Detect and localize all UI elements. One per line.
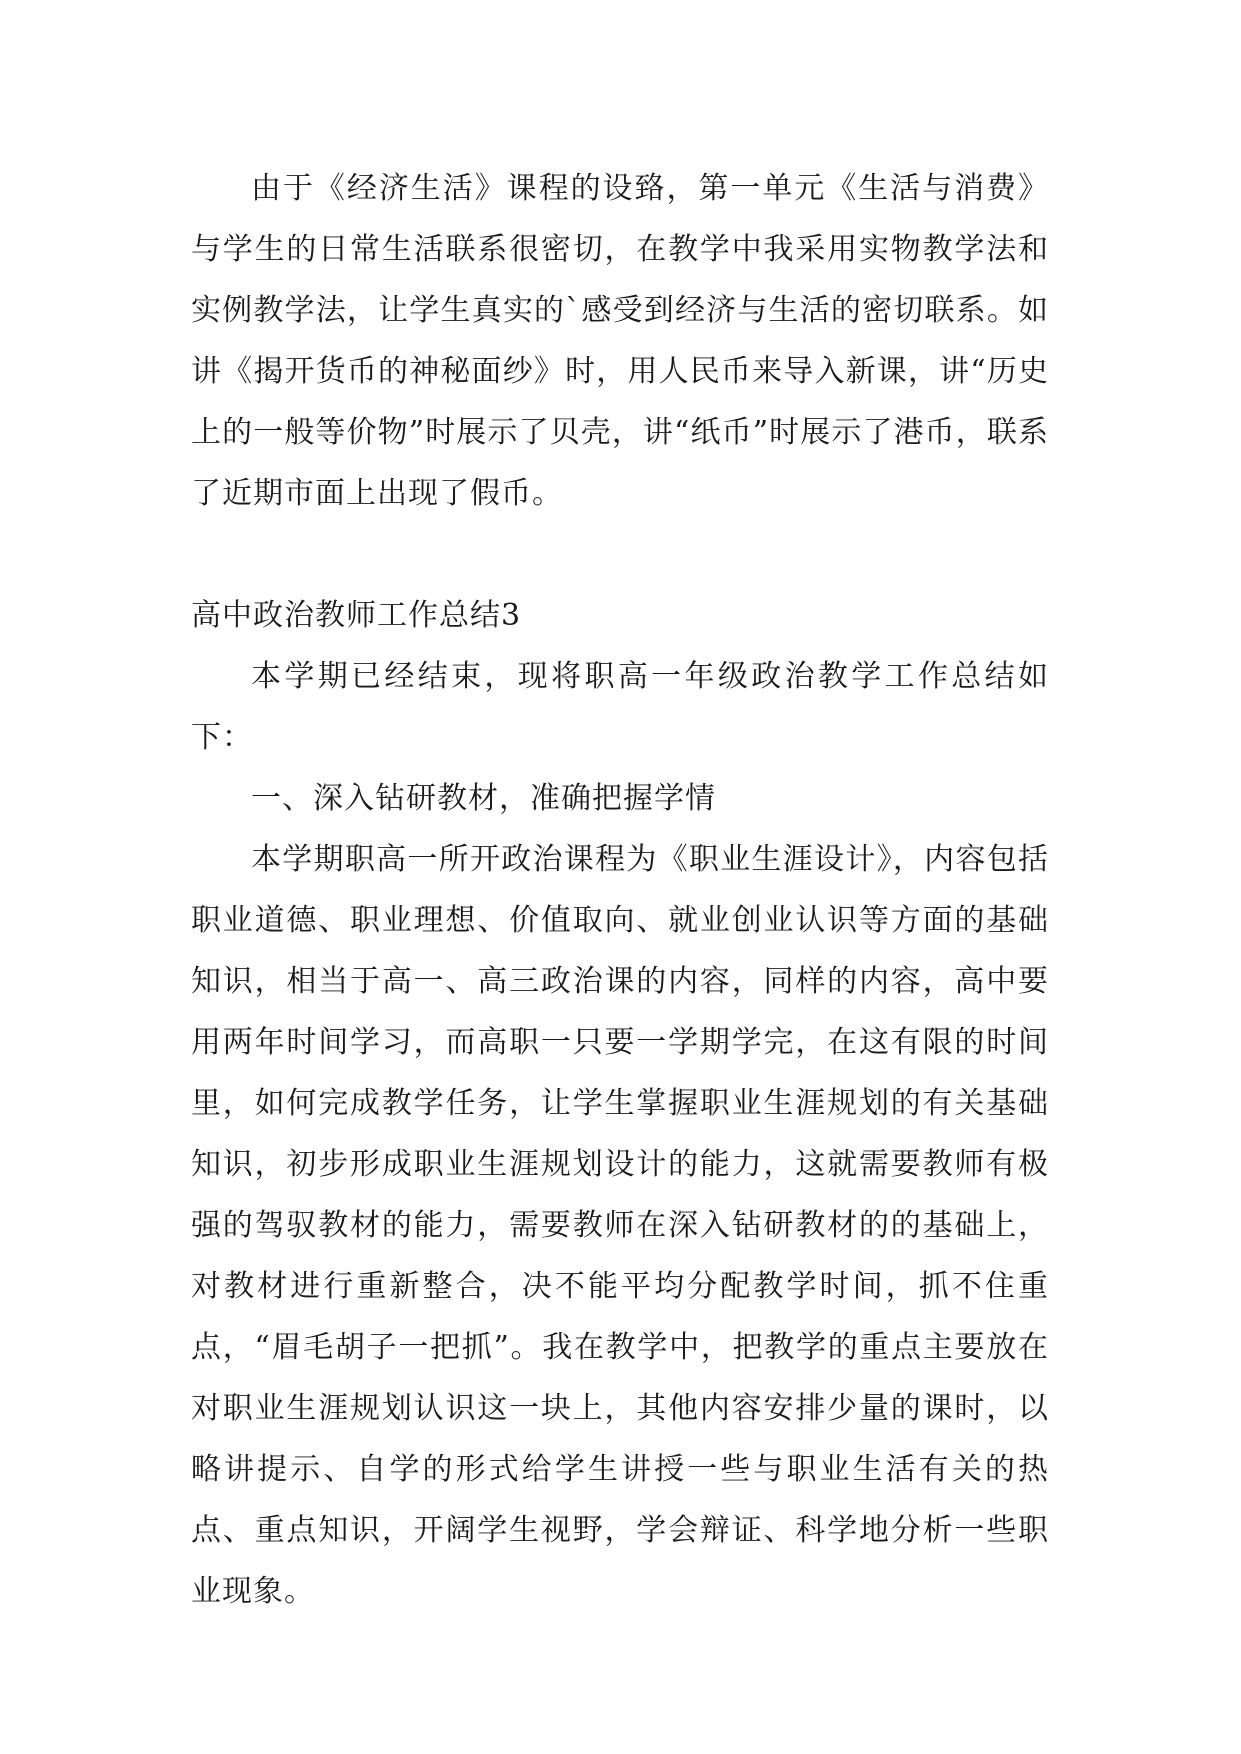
section-heading-1: 一、深入钻研教材，准确把握学情: [251, 781, 716, 816]
paragraph-spacer: [191, 524, 1049, 585]
paragraph-career-planning: 本学期职高一所开政治课程为《职业生涯设计》，内容包括职业道德、职业理想、价值取向、就业创业认识等方面的基础知识，相当于高一、高三政治课的内容，同样的内容，高中要用两年时间学习，而高职一只要一学期学完，在这有限的时间里，如何完成教学任务，让学生掌握职业生涯规划的有关基础知识，初步形成职业生涯规划设计的能力，这就需要教师有极强的驾驭教材的能力，需要教师在深入钻研教材的的基础上，对教材进行重新整合，决不能平均分配教学时间，抓不住重点，“眉毛胡子一把抓”。我在教学中，把教学的重点主要放在对职业生涯规划认识这一块上，其他内容安排少量的课时，以略讲提示、自学的形式给学生讲授一些与职业生活有关的热点、重点知识，开阔学生视野，学会辩证、科学地分析一些职业现象。: [191, 842, 1049, 1609]
paragraph-economic-life: 由于《经济生活》课程的设臵，第一单元《生活与消费》与学生的日常生活联系很密切，在教学中我采用实物教学法和实例教学法，让学生真实的`感受到经济与生活的密切联系。如讲《揭开货币的神秘面纱》时，用人民币来导入新课，讲“历史上的一般等价物”时展示了贝壳，讲“纸币”时展示了港币，联系了近期市面上出现了假币。: [191, 171, 1049, 511]
document-body: [191, 158, 1049, 1622]
section-title: 高中政治教师工作总结3: [191, 598, 522, 633]
paragraph-intro: 本学期已经结束，现将职高一年级政治教学工作总结如下：: [191, 659, 1049, 755]
